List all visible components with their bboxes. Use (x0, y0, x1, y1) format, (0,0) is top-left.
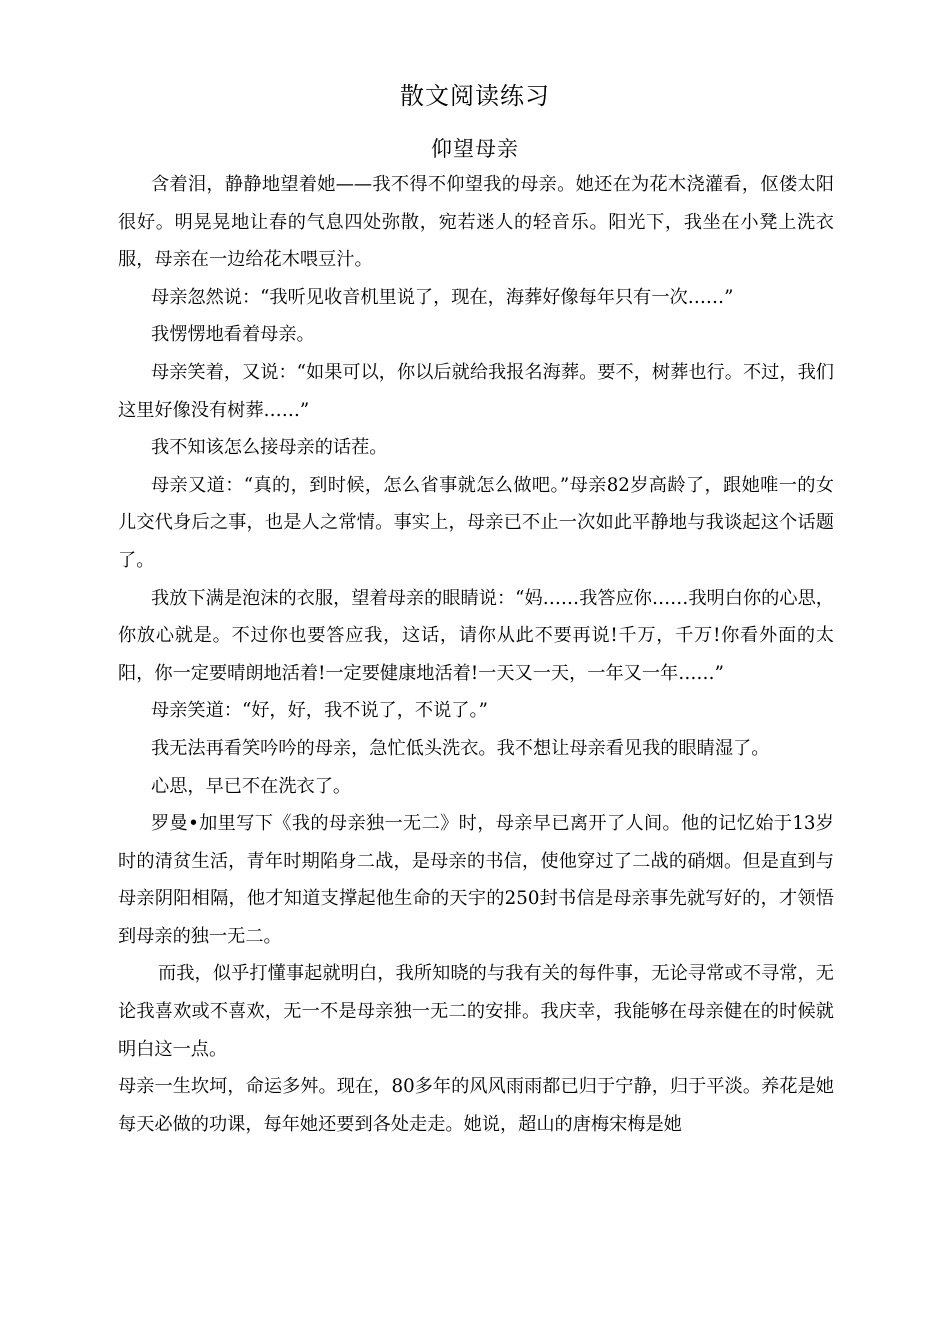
paragraph: 母亲笑道：“好，好，我不说了，不说了。” (151, 700, 488, 722)
paragraph: 母亲又道：“真的，到时候，怎么省事就怎么做吧。”母亲82岁高龄了，跟她唯一的女儿交代身后之事，也是人之常情。事实上，母亲已不止一次如此平静地与我谈起这个话题了。 (118, 474, 834, 571)
document-title: 散文阅读练习 (400, 82, 550, 110)
paragraph: 我愣愣地看着母亲。 (151, 324, 315, 346)
paragraph: 母亲忽然说：“我听见收音机里说了，现在，海葬好像每年只有一次……” (151, 286, 734, 308)
paragraph: 我放下满是泡沫的衣服，望着母亲的眼睛说：“妈……我答应你……我明白你的心思，你放心就是。不过你也要答应我，这话，请你从此不要再说!千万，千万!你看外面的太阳，你一定要晴朗地活着!一定要健康地活着!一天又一天，一年又一年……” (118, 587, 834, 684)
paragraph: 含着泪，静静地望着她——我不得不仰望我的母亲。她还在为花木浇灌看，伛偻太阳很好。明晃晃地让春的气息四处弥散，宛若迷人的轻音乐。阳光下，我坐在小凳上洗衣服，母亲在一边给花木喂豆汁。 (118, 174, 834, 271)
essay-body (118, 166, 834, 1143)
essay-title: 仰望母亲 (431, 137, 519, 161)
paragraph: 我无法再看笑吟吟的母亲，急忙低头洗衣。我不想让母亲看见我的眼睛湿了。 (151, 737, 770, 759)
paragraph: 我不知该怎么接母亲的话茬。 (151, 437, 388, 459)
paragraph: 罗曼•加里写下《我的母亲独一无二》时，母亲早已离开了人间。他的记忆始于13岁时的清贫生活，青年时期陷身二战，是母亲的书信，使他穿过了二战的硝烟。但是直到与母亲阴阳相隔，他才知道支撑起他生命的天宇的250封书信是母亲事先就写好的，才领悟到母亲的独一无二。 (118, 813, 834, 947)
paragraph: 心思，早已不在洗衣了。 (151, 775, 352, 797)
paragraph: 母亲笑着，又说：“如果可以，你以后就给我报名海葬。要不，树葬也行。不过，我们这里好像没有树葬……” (118, 361, 834, 421)
paragraph: 母亲一生坎坷，命运多舛。现在，80多年的风风雨雨都已归于宁静，归于平淡。养花是她每天必做的功课，每年她还要到各处走走。她说，超山的唐梅宋梅是她 (118, 1076, 834, 1135)
paragraph: 而我，似乎打懂事起就明白，我所知晓的与我有关的每件事，无论寻常或不寻常，无论我喜欢或不喜欢，无一不是母亲独一无二的安排。我庆幸，我能够在母亲健在的时候就明白这一点。 (118, 963, 834, 1060)
